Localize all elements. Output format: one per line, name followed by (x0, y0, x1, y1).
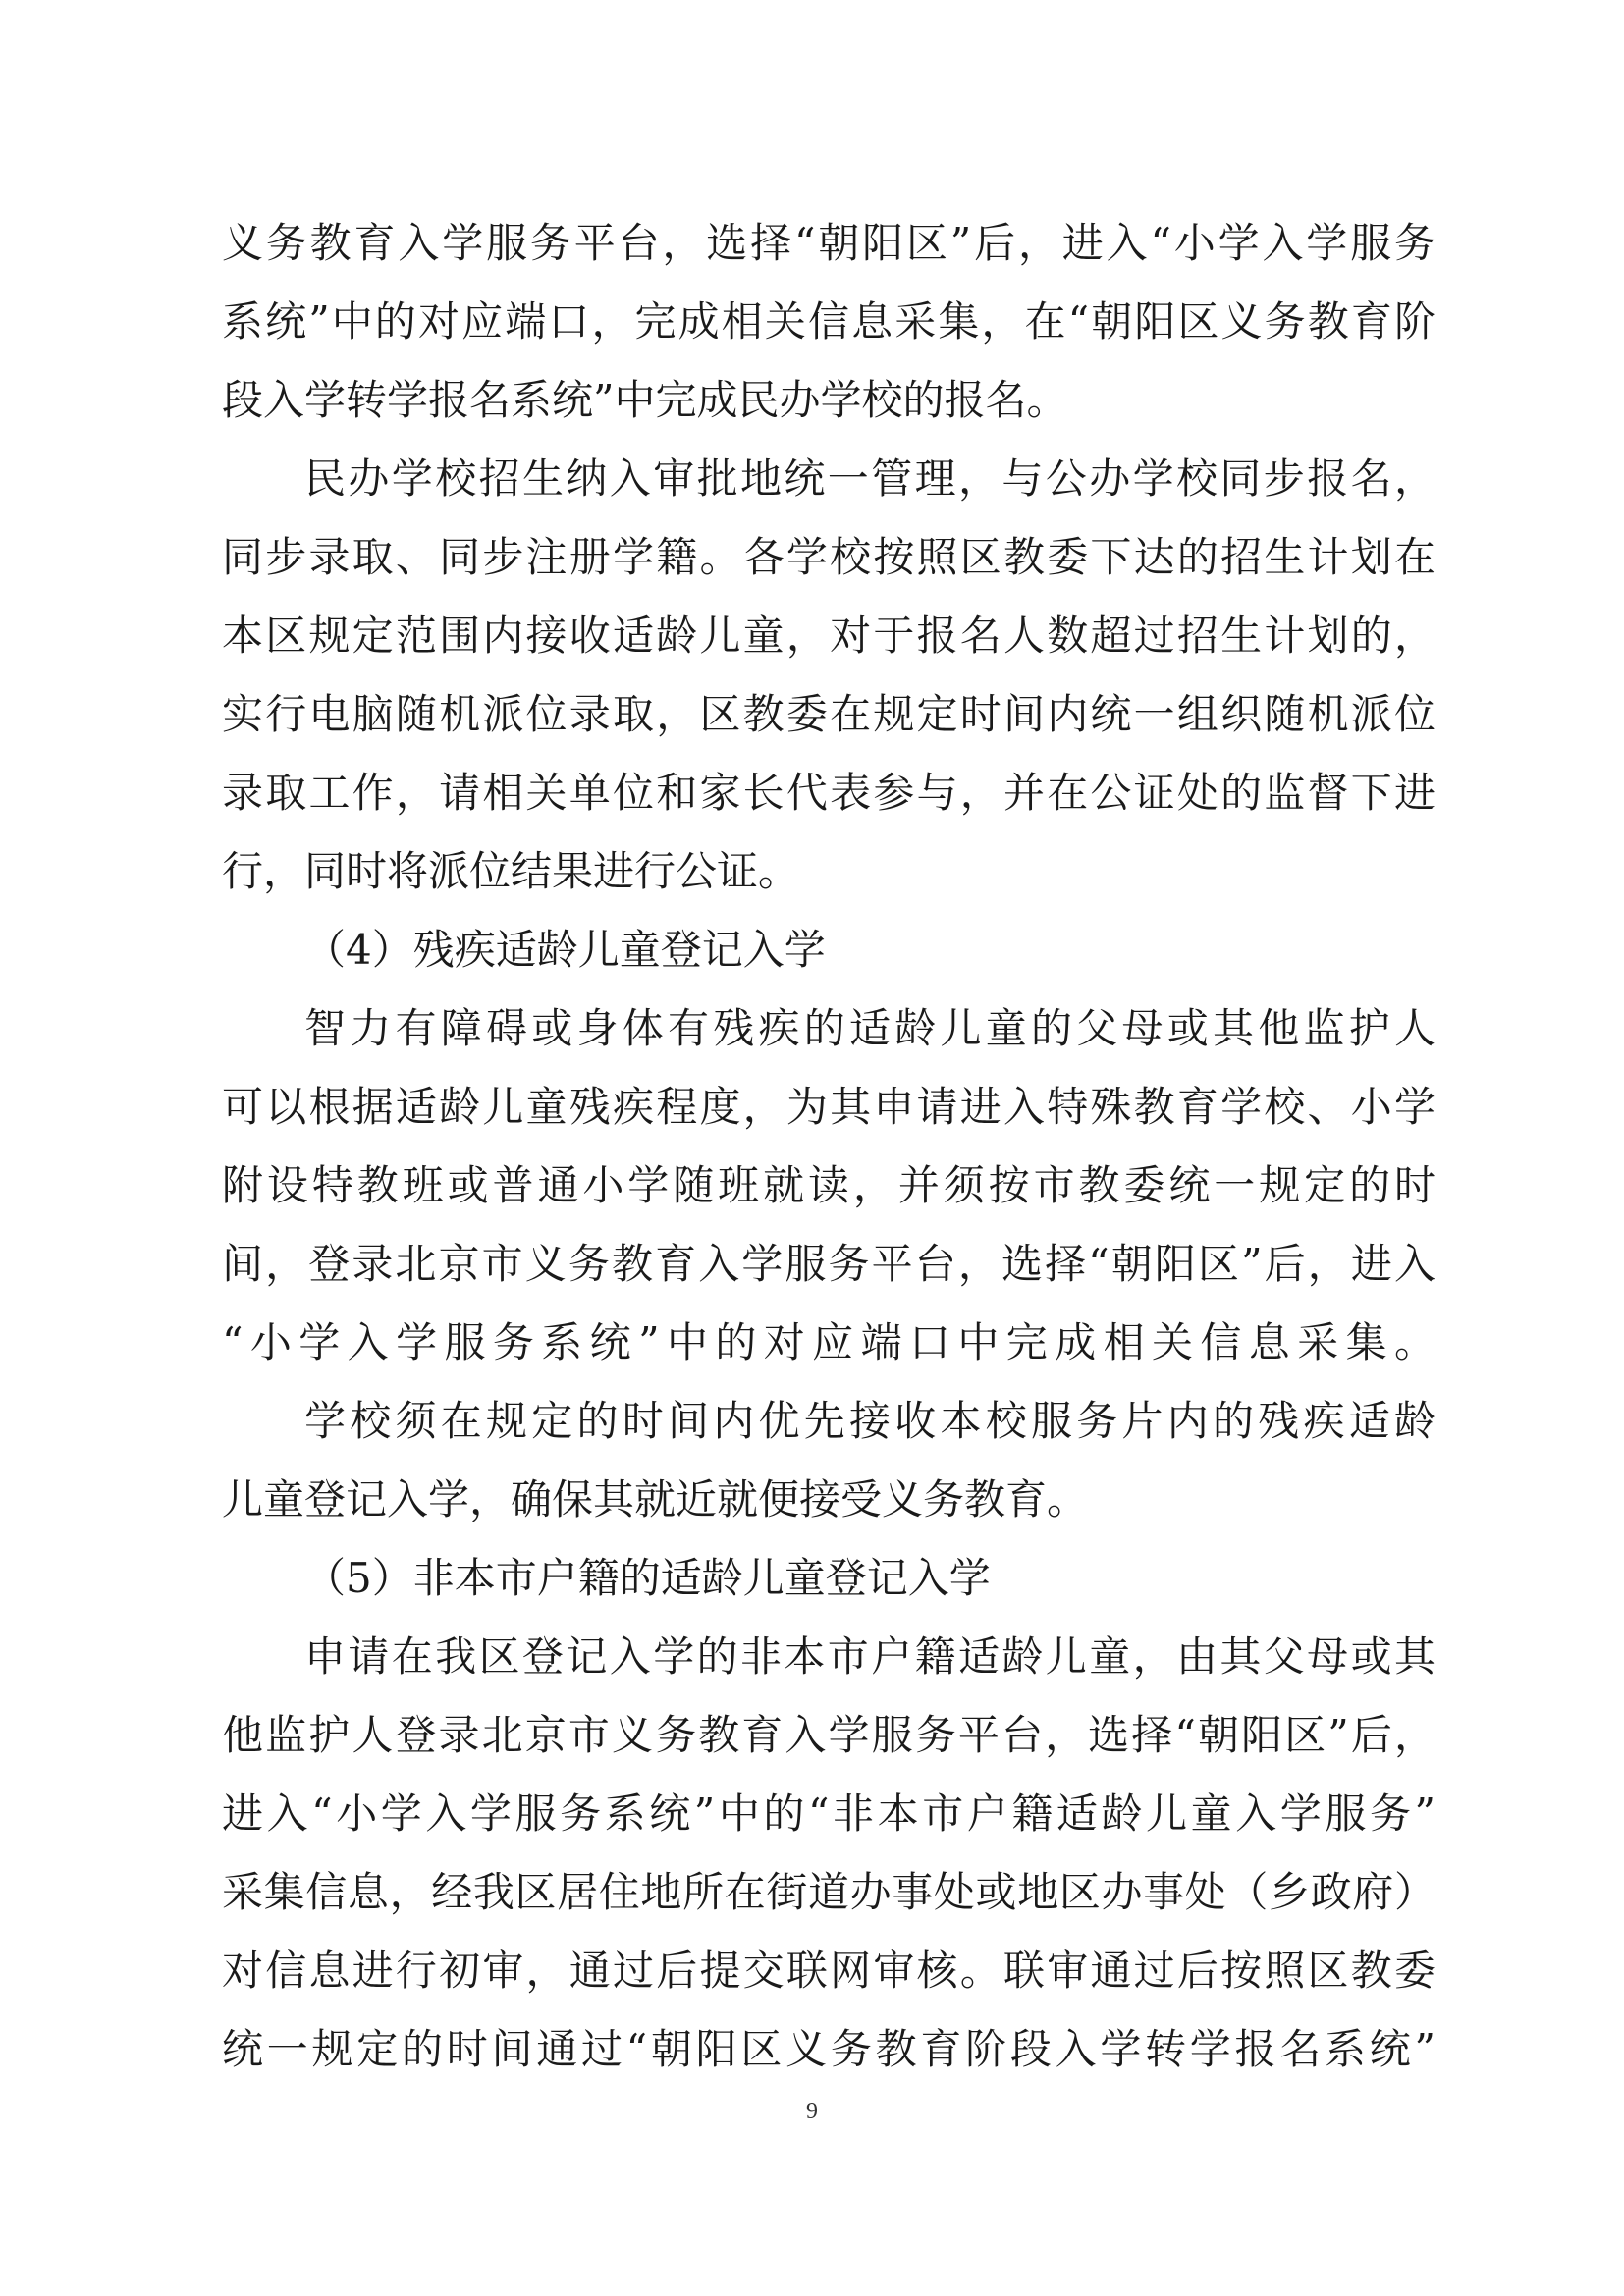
text-line: （5）非本市户籍的适龄儿童登记入学 (304, 1554, 991, 1602)
text-line: 采集信息，经我区居住地所在街道办事处或地区办事处（乡政府） (222, 1868, 1435, 1916)
text-line: 间，登录北京市义务教育入学服务平台，选择“朝阳区”后，进入 (222, 1240, 1435, 1288)
text-line: 实行电脑随机派位录取，区教委在规定时间内统一组织随机派位 (222, 690, 1435, 738)
text-line: （4）残疾适龄儿童登记入学 (304, 926, 826, 974)
text-line: 录取工作，请相关单位和家长代表参与，并在公证处的监督下进 (222, 769, 1435, 817)
text-line: 义务教育入学服务平台，选择“朝阳区”后，进入“小学入学服务 (222, 219, 1435, 267)
text-line: 进入“小学入学服务系统”中的“非本市户籍适龄儿童入学服务” (222, 1789, 1435, 1838)
paragraph (222, 1382, 1435, 1539)
text-line: 系统”中的对应端口，完成相关信息采集，在“朝阳区义务教育阶 (222, 297, 1435, 346)
paragraph (222, 989, 1435, 1382)
text-line: 智力有障碍或身体有残疾的适龄儿童的父母或其他监护人 (304, 1004, 1435, 1052)
text-line: 申请在我区登记入学的非本市户籍适龄儿童，由其父母或其 (304, 1632, 1435, 1681)
text-line: 本区规定范围内接收适龄儿童，对于报名人数超过招生计划的， (222, 612, 1435, 660)
text-line: 同步录取、同步注册学籍。各学校按照区教委下达的招生计划在 (222, 533, 1435, 581)
paragraph (222, 440, 1435, 911)
text-line: “小学入学服务系统”中的对应端口中完成相关信息采集。 (222, 1318, 1435, 1366)
text-line: 儿童登记入学，确保其就近就便接受义务教育。 (222, 1475, 1089, 1523)
text-line: 对信息进行初审，通过后提交联网审核。联审通过后按照区教委 (222, 1947, 1435, 1995)
text-line: 学校须在规定的时间内优先接收本校服务片内的残疾适龄 (304, 1397, 1435, 1445)
text-line: 段入学转学报名系统”中完成民办学校的报名。 (222, 376, 1068, 424)
text-line: 他监护人登录北京市义务教育入学服务平台，选择“朝阳区”后， (222, 1711, 1435, 1759)
text-line: 附设特教班或普通小学随班就读，并须按市教委统一规定的时 (222, 1161, 1435, 1209)
text-line: 统一规定的时间通过“朝阳区义务教育阶段入学转学报名系统” (222, 2025, 1435, 2073)
paragraph (222, 1539, 1435, 1618)
paragraph (222, 1618, 1435, 2089)
paragraph (222, 204, 1435, 440)
paragraph (222, 911, 1435, 989)
page-number: 9 (806, 2099, 818, 2124)
text-line: 可以根据适龄儿童残疾程度，为其申请进入特殊教育学校、小学 (222, 1083, 1435, 1131)
text-line: 民办学校招生纳入审批地统一管理，与公办学校同步报名， (304, 454, 1435, 503)
text-line: 行，同时将派位结果进行公证。 (222, 847, 800, 895)
body-text (222, 204, 1435, 2089)
